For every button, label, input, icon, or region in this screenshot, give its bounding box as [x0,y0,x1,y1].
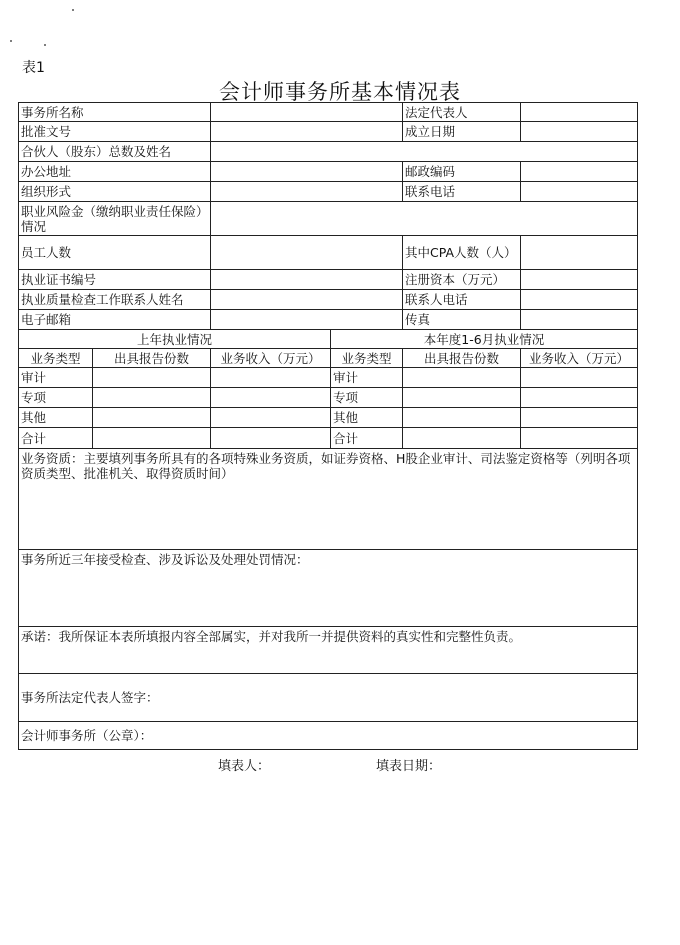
inspection-section[interactable]: 事务所近三年接受检查、涉及诉讼及处理处罚情况： [19,550,638,627]
established-field[interactable] [521,122,638,142]
org-form-field[interactable] [211,182,403,202]
row-special-last: 专项 [19,388,93,408]
row-audit-last: 审计 [19,368,93,388]
partners-label: 合伙人（股东）总数及姓名 [19,142,211,162]
email-field[interactable] [211,310,403,330]
audit-income-this[interactable] [521,368,638,388]
email-label: 电子邮箱 [19,310,211,330]
row-total-this: 合计 [331,428,403,449]
col-reports-this: 出具报告份数 [403,349,521,368]
this-year-header: 本年度1-6月执业情况 [331,330,638,349]
other-reports-last[interactable] [93,408,211,428]
col-type-last: 业务类型 [19,349,93,368]
last-year-header: 上年执业情况 [19,330,331,349]
row-other-this: 其他 [331,408,403,428]
audit-reports-last[interactable] [93,368,211,388]
scan-speck [10,40,12,42]
quality-contact-label: 执业质量检查工作联系人姓名 [19,290,211,310]
fax-label: 传真 [403,310,521,330]
special-reports-this[interactable] [403,388,521,408]
cert-no-label: 执业证书编号 [19,270,211,290]
other-reports-this[interactable] [403,408,521,428]
row-total-last: 合计 [19,428,93,449]
audit-reports-this[interactable] [403,368,521,388]
staff-count-label: 员工人数 [19,236,211,270]
approval-no-label: 批准文号 [19,122,211,142]
quality-contact-field[interactable] [211,290,403,310]
cert-no-field[interactable] [211,270,403,290]
other-income-this[interactable] [521,408,638,428]
qualification-section[interactable]: 业务资质：主要填列事务所具有的各项特殊业务资质，如证券资格、H股企业审计、司法鉴定资格等（列明各项资质类型、批准机关、取得资质时间） [19,449,638,550]
office-address-label: 办公地址 [19,162,211,182]
filler-label: 填表人： [218,759,271,774]
phone-label: 联系电话 [403,182,521,202]
row-audit-this: 审计 [331,368,403,388]
risk-fund-field[interactable] [211,202,638,236]
col-income-last: 业务收入（万元） [211,349,331,368]
fax-field[interactable] [521,310,638,330]
total-income-last[interactable] [211,428,331,449]
pledge-section: 承诺：我所保证本表所填报内容全部属实，并对我所一并提供资料的真实性和完整性负责。 [19,627,638,674]
row-special-this: 专项 [331,388,403,408]
table-number: 表1 [22,60,45,76]
seal-section[interactable]: 会计师事务所（公章）： [19,722,638,750]
scan-speck [72,9,74,11]
established-label: 成立日期 [403,122,521,142]
scan-speck [44,44,46,46]
partners-field[interactable] [211,142,638,162]
page-title: 会计师事务所基本情况表 [219,80,461,104]
approval-no-field[interactable] [211,122,403,142]
postcode-field[interactable] [521,162,638,182]
other-income-last[interactable] [211,408,331,428]
special-reports-last[interactable] [93,388,211,408]
risk-fund-label: 职业风险金（缴纳职业责任保险）情况 [19,202,211,236]
col-income-this: 业务收入（万元） [521,349,638,368]
audit-income-last[interactable] [211,368,331,388]
total-income-this[interactable] [521,428,638,449]
contact-phone-field[interactable] [521,290,638,310]
legal-rep-field[interactable] [521,103,638,122]
reg-capital-label: 注册资本（万元） [403,270,521,290]
fill-date-label: 填表日期： [376,759,442,774]
total-reports-this[interactable] [403,428,521,449]
reg-capital-field[interactable] [521,270,638,290]
row-other-last: 其他 [19,408,93,428]
col-reports-last: 出具报告份数 [93,349,211,368]
firm-name-field[interactable] [211,103,403,122]
signature-section[interactable]: 事务所法定代表人签字： [19,674,638,722]
org-form-label: 组织形式 [19,182,211,202]
special-income-this[interactable] [521,388,638,408]
col-type-this: 业务类型 [331,349,403,368]
firm-info-form [18,102,638,750]
contact-phone-label: 联系人电话 [403,290,521,310]
legal-rep-label: 法定代表人 [403,103,521,122]
office-address-field[interactable] [211,162,403,182]
total-reports-last[interactable] [93,428,211,449]
special-income-last[interactable] [211,388,331,408]
phone-field[interactable] [521,182,638,202]
cpa-count-field[interactable] [521,236,638,270]
cpa-count-label: 其中CPA人数（人） [403,236,521,270]
firm-name-label: 事务所名称 [19,103,211,122]
postcode-label: 邮政编码 [403,162,521,182]
staff-count-field[interactable] [211,236,403,270]
